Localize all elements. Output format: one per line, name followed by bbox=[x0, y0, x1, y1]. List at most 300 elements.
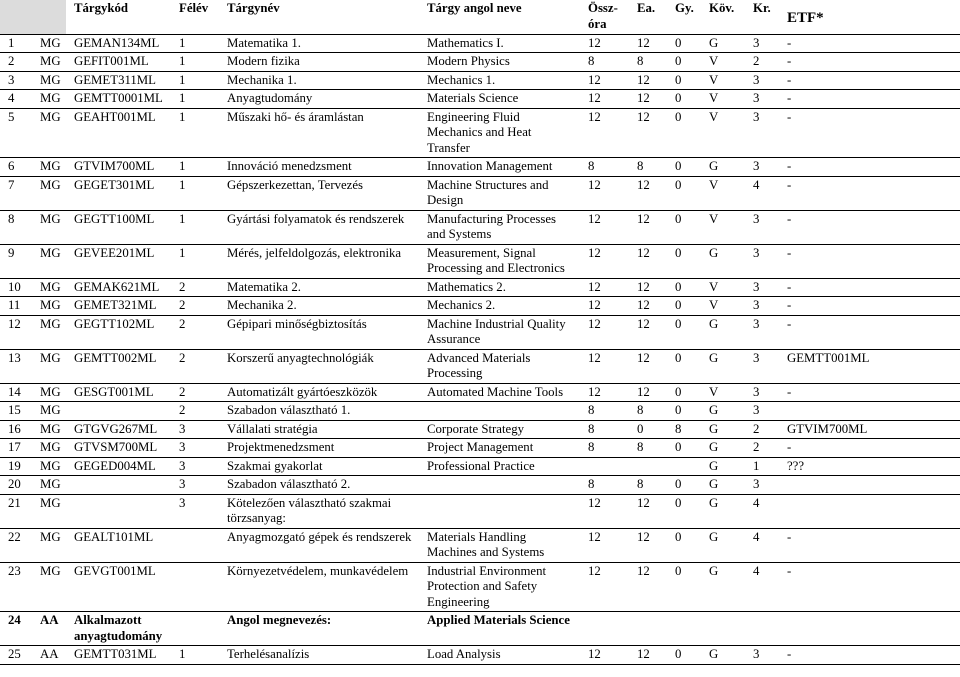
table-row bbox=[0, 210, 960, 244]
requirement: G bbox=[709, 440, 719, 454]
course-name-hu: Matematika 1. bbox=[227, 35, 301, 50]
total-hours: 8 bbox=[588, 159, 595, 173]
prerequisite: ??? bbox=[787, 458, 805, 473]
prerequisite: - bbox=[787, 279, 792, 294]
semester bbox=[171, 612, 219, 646]
lecture-hours: 12 bbox=[637, 316, 650, 331]
semester: 1 bbox=[179, 245, 186, 260]
total-hours: 12 bbox=[588, 384, 601, 399]
row-number: 17 bbox=[8, 440, 21, 454]
header-name-en: Tárgy angol neve bbox=[419, 0, 580, 34]
semester: 2 bbox=[179, 316, 186, 331]
lecture-hours: 8 bbox=[637, 440, 644, 454]
table-row bbox=[0, 158, 960, 177]
course-name-en: Measurement, Signal Processing and Electronics bbox=[427, 245, 565, 275]
course-name-hu: Mechanika 2. bbox=[227, 298, 297, 312]
course-code: GEVGT001ML bbox=[74, 563, 156, 578]
credits: 3 bbox=[753, 647, 760, 661]
course-code: GEMTT0001ML bbox=[74, 91, 163, 105]
practice-hours: 0 bbox=[675, 647, 682, 661]
practice-hours: 0 bbox=[675, 279, 682, 294]
lecture-hours: 12 bbox=[637, 384, 650, 399]
prefix: MG bbox=[40, 477, 61, 491]
prefix: MG bbox=[40, 109, 61, 124]
header-code: Tárgykód bbox=[66, 0, 171, 34]
prefix: MG bbox=[40, 72, 61, 87]
course-name-en: Project Management bbox=[427, 440, 534, 454]
course-name-hu: Automatizált gyártóeszközök bbox=[227, 384, 378, 399]
course-code: GEGET301ML bbox=[74, 177, 155, 192]
credits bbox=[745, 612, 779, 646]
prefix: MG bbox=[40, 403, 61, 417]
practice-hours: 0 bbox=[675, 54, 682, 68]
total-hours: 8 bbox=[588, 440, 595, 454]
practice-hours bbox=[667, 612, 701, 646]
total-hours: 8 bbox=[588, 54, 595, 68]
table-row bbox=[0, 457, 960, 476]
course-name-hu: Matematika 2. bbox=[227, 279, 301, 294]
lecture-hours: 8 bbox=[637, 403, 644, 417]
prerequisite: GEMTT001ML bbox=[787, 350, 870, 365]
credits: 1 bbox=[753, 458, 760, 473]
lecture-hours: 12 bbox=[637, 109, 650, 124]
prerequisite: - bbox=[787, 35, 792, 50]
practice-hours: 0 bbox=[675, 440, 682, 454]
requirement bbox=[701, 612, 745, 646]
lecture-hours: 12 bbox=[637, 245, 650, 260]
header-name-hu: Tárgynév bbox=[219, 0, 419, 34]
table-row bbox=[0, 90, 960, 109]
semester: 3 bbox=[179, 477, 186, 491]
course-code bbox=[66, 402, 171, 421]
credits: 2 bbox=[753, 421, 760, 436]
course-name-hu: Gépipari minőségbiztosítás bbox=[227, 316, 367, 331]
prerequisite: - bbox=[787, 316, 792, 331]
course-name-en: Manufacturing Processes and Systems bbox=[427, 211, 556, 241]
total-hours: 8 bbox=[588, 403, 595, 417]
prefix: MG bbox=[40, 245, 61, 260]
course-code: GTGVG267ML bbox=[74, 421, 158, 436]
prerequisite: - bbox=[787, 384, 792, 399]
requirement: V bbox=[709, 298, 719, 312]
course-code: GEGTT100ML bbox=[74, 211, 155, 226]
prefix: MG bbox=[40, 298, 61, 312]
lecture-hours bbox=[629, 612, 667, 646]
row-number: 2 bbox=[8, 54, 15, 68]
prefix: MG bbox=[40, 54, 61, 68]
course-name-hu: Terhelésanalízis bbox=[227, 647, 310, 661]
requirement: V bbox=[709, 211, 719, 226]
table-row bbox=[0, 349, 960, 383]
table-row bbox=[0, 53, 960, 72]
total-hours bbox=[580, 612, 629, 646]
prefix: MG bbox=[40, 563, 61, 578]
practice-hours: 0 bbox=[675, 316, 682, 331]
semester: 1 bbox=[179, 109, 186, 124]
credits: 4 bbox=[753, 177, 760, 192]
practice-hours: 8 bbox=[675, 421, 682, 436]
row-number: 6 bbox=[8, 159, 15, 173]
course-code: GEMAN134ML bbox=[74, 35, 160, 50]
practice-hours: 0 bbox=[675, 384, 682, 399]
credits: 4 bbox=[753, 495, 760, 510]
course-name-hu: Mérés, jelfeldolgozás, elektronika bbox=[227, 245, 402, 260]
requirement: V bbox=[709, 72, 719, 87]
requirement: G bbox=[709, 350, 719, 365]
course-name-en: Applied Materials Science bbox=[427, 613, 570, 627]
course-code: GEMET321ML bbox=[74, 298, 157, 312]
course-name-hu: Szabadon választható 1. bbox=[227, 403, 351, 417]
semester: 2 bbox=[179, 279, 186, 294]
total-hours: 12 bbox=[588, 350, 601, 365]
practice-hours: 0 bbox=[675, 245, 682, 260]
course-name-hu: Projektmenedzsment bbox=[227, 440, 335, 454]
course-name-hu: Korszerű anyagtechnológiák bbox=[227, 350, 374, 365]
course-name-en: Machine Structures and Design bbox=[427, 177, 549, 207]
prefix: MG bbox=[40, 316, 61, 331]
practice-hours: 0 bbox=[675, 298, 682, 312]
table-row bbox=[0, 108, 960, 158]
total-hours: 8 bbox=[588, 477, 595, 491]
prefix: MG bbox=[40, 35, 61, 50]
course-code: GEGED004ML bbox=[74, 458, 156, 473]
table-row bbox=[0, 244, 960, 278]
practice-hours: 0 bbox=[675, 563, 682, 578]
credits: 2 bbox=[753, 54, 760, 68]
row-number: 15 bbox=[8, 403, 21, 417]
practice-hours: 0 bbox=[675, 91, 682, 105]
prefix: MG bbox=[40, 91, 61, 105]
course-name-en: Professional Practice bbox=[427, 458, 535, 473]
prefix: MG bbox=[40, 421, 61, 436]
credits: 4 bbox=[753, 529, 760, 544]
prerequisite: - bbox=[787, 563, 792, 578]
total-hours: 8 bbox=[588, 421, 595, 436]
requirement: G bbox=[709, 245, 719, 260]
semester: 2 bbox=[179, 403, 186, 417]
prerequisite: - bbox=[787, 177, 792, 192]
prefix: MG bbox=[40, 279, 61, 294]
table-row bbox=[0, 297, 960, 316]
prefix: AA bbox=[40, 647, 59, 661]
course-code: GEVEE201ML bbox=[74, 245, 155, 260]
semester: 1 bbox=[179, 159, 186, 173]
credits: 3 bbox=[753, 109, 760, 124]
table-row bbox=[0, 494, 960, 528]
requirement: G bbox=[709, 529, 719, 544]
course-name-hu: Angol megnevezés: bbox=[227, 613, 332, 627]
prefix: MG bbox=[40, 350, 61, 365]
course-name-en bbox=[419, 476, 580, 495]
prefix: MG bbox=[40, 529, 61, 544]
course-name-en: Materials Science bbox=[427, 91, 519, 105]
table-row bbox=[0, 176, 960, 210]
total-hours: 12 bbox=[588, 35, 601, 50]
course-name-hu: Anyagmozgató gépek és rendszerek bbox=[227, 529, 412, 544]
requirement: V bbox=[709, 54, 719, 68]
credits: 3 bbox=[753, 384, 760, 399]
row-number: 16 bbox=[8, 421, 21, 436]
total-hours: 12 bbox=[588, 647, 601, 661]
course-code: GEAHT001ML bbox=[74, 109, 156, 124]
course-name-hu: Szakmai gyakorlat bbox=[227, 458, 323, 473]
semester: 1 bbox=[179, 54, 186, 68]
requirement: G bbox=[709, 316, 719, 331]
header-etf: ETF* bbox=[779, 0, 960, 34]
table-row bbox=[0, 562, 960, 612]
credits: 4 bbox=[753, 563, 760, 578]
requirement: V bbox=[709, 384, 719, 399]
row-number: 19 bbox=[8, 458, 21, 473]
practice-hours: 0 bbox=[675, 159, 682, 173]
prerequisite bbox=[779, 476, 960, 495]
table-row bbox=[0, 402, 960, 421]
lecture-hours: 12 bbox=[637, 529, 650, 544]
table-row bbox=[0, 383, 960, 402]
prefix: MG bbox=[40, 495, 61, 510]
lecture-hours: 12 bbox=[637, 35, 650, 50]
lecture-hours: 12 bbox=[637, 177, 650, 192]
requirement: V bbox=[709, 109, 719, 124]
course-name-en: Mathematics 2. bbox=[427, 279, 506, 294]
prerequisite: - bbox=[787, 298, 792, 312]
practice-hours bbox=[667, 457, 701, 476]
prefix: MG bbox=[40, 384, 61, 399]
requirement: V bbox=[709, 91, 719, 105]
lecture-hours: 12 bbox=[637, 211, 650, 226]
semester: 2 bbox=[179, 350, 186, 365]
row-number: 24 bbox=[8, 613, 21, 627]
course-name-hu: Szabadon választható 2. bbox=[227, 477, 351, 491]
row-number: 25 bbox=[8, 647, 21, 661]
credits: 2 bbox=[753, 440, 760, 454]
semester: 3 bbox=[179, 421, 186, 436]
header-semester: Félév bbox=[171, 0, 219, 34]
total-hours: 12 bbox=[588, 245, 601, 260]
prerequisite: - bbox=[787, 245, 792, 260]
table-row bbox=[0, 528, 960, 562]
table-row bbox=[0, 315, 960, 349]
prerequisite bbox=[779, 494, 960, 528]
table-row bbox=[0, 34, 960, 53]
table-row bbox=[0, 476, 960, 495]
requirement: G bbox=[709, 403, 719, 417]
requirement: G bbox=[709, 477, 719, 491]
requirement: G bbox=[709, 159, 719, 173]
row-number: 1 bbox=[8, 35, 15, 50]
total-hours: 12 bbox=[588, 177, 601, 192]
course-code: GEMET311ML bbox=[74, 72, 156, 87]
header-lecture: Ea. bbox=[629, 0, 667, 34]
row-number: 23 bbox=[8, 563, 21, 578]
prerequisite: - bbox=[787, 109, 792, 124]
practice-hours: 0 bbox=[675, 109, 682, 124]
row-number: 11 bbox=[8, 298, 21, 312]
table-body bbox=[0, 34, 960, 664]
semester: 2 bbox=[179, 298, 186, 312]
row-number: 22 bbox=[8, 529, 21, 544]
course-name-en: Engineering Fluid Mechanics and Heat Transfer bbox=[427, 109, 532, 155]
course-code bbox=[66, 476, 171, 495]
total-hours bbox=[580, 457, 629, 476]
course-name-en: Machine Industrial Quality Assurance bbox=[427, 316, 566, 346]
course-code: GEMTT031ML bbox=[74, 647, 157, 661]
total-hours: 12 bbox=[588, 72, 601, 87]
lecture-hours: 8 bbox=[637, 159, 644, 173]
prerequisite: - bbox=[787, 159, 792, 173]
course-code: Alkalmazott anyagtudomány bbox=[74, 613, 163, 643]
course-name-en: Corporate Strategy bbox=[427, 421, 525, 436]
course-code: GEMTT002ML bbox=[74, 350, 157, 365]
prerequisite: - bbox=[787, 72, 792, 87]
table-row bbox=[0, 439, 960, 458]
course-name-hu: Anyagtudomány bbox=[227, 91, 313, 105]
header-total-hours: Össz-óra bbox=[580, 0, 629, 34]
requirement: G bbox=[709, 421, 719, 436]
lecture-hours: 8 bbox=[637, 54, 644, 68]
row-number: 13 bbox=[8, 350, 21, 365]
course-name-hu: Vállalati stratégia bbox=[227, 421, 318, 436]
semester: 1 bbox=[179, 211, 186, 226]
course-code: GESGT001ML bbox=[74, 384, 154, 399]
course-name-en: Industrial Environment Protection and Safety Engineering bbox=[427, 563, 547, 609]
practice-hours: 0 bbox=[675, 403, 682, 417]
course-name-en: Materials Handling Machines and Systems bbox=[427, 529, 545, 559]
practice-hours: 0 bbox=[675, 211, 682, 226]
header-credit: Kr. bbox=[745, 0, 779, 34]
requirement: G bbox=[709, 495, 719, 510]
table-row bbox=[0, 420, 960, 439]
course-name-en: Mechanics 2. bbox=[427, 298, 496, 312]
course-name-hu: Kötelezően választható szakmai törzsanyag: bbox=[227, 495, 392, 525]
course-code: GEMAK621ML bbox=[74, 279, 160, 294]
lecture-hours: 8 bbox=[637, 477, 644, 491]
credits: 3 bbox=[753, 477, 760, 491]
row-number: 4 bbox=[8, 91, 15, 105]
row-number: 20 bbox=[8, 477, 21, 491]
prefix: AA bbox=[40, 613, 59, 627]
semester: 3 bbox=[179, 495, 186, 510]
course-name-hu: Környezetvédelem, munkavédelem bbox=[227, 563, 409, 578]
lecture-hours: 12 bbox=[637, 495, 650, 510]
course-name-hu: Gyártási folyamatok és rendszerek bbox=[227, 211, 405, 226]
semester: 1 bbox=[179, 91, 186, 105]
course-name-hu: Mechanika 1. bbox=[227, 72, 297, 87]
total-hours: 12 bbox=[588, 529, 601, 544]
practice-hours: 0 bbox=[675, 35, 682, 50]
lecture-hours: 12 bbox=[637, 279, 650, 294]
prefix: MG bbox=[40, 159, 61, 173]
semester: 1 bbox=[179, 72, 186, 87]
table-row bbox=[0, 71, 960, 90]
course-name-en: Automated Machine Tools bbox=[427, 384, 564, 399]
lecture-hours: 12 bbox=[637, 647, 650, 661]
total-hours: 12 bbox=[588, 563, 601, 578]
header-requirement: Köv. bbox=[701, 0, 745, 34]
semester bbox=[171, 562, 219, 612]
course-code: GEGTT102ML bbox=[74, 316, 155, 331]
row-number: 7 bbox=[8, 177, 15, 192]
credits: 3 bbox=[753, 72, 760, 87]
course-name-en bbox=[419, 494, 580, 528]
prerequisite: - bbox=[787, 54, 792, 68]
row-number: 12 bbox=[8, 316, 21, 331]
practice-hours: 0 bbox=[675, 350, 682, 365]
requirement: G bbox=[709, 563, 719, 578]
credits: 3 bbox=[753, 91, 760, 105]
lecture-hours bbox=[629, 457, 667, 476]
prefix: MG bbox=[40, 458, 61, 473]
semester: 3 bbox=[179, 458, 186, 473]
requirement: G bbox=[709, 647, 719, 661]
credits: 3 bbox=[753, 159, 760, 173]
credits: 3 bbox=[753, 279, 760, 294]
row-number: 3 bbox=[8, 72, 15, 87]
prerequisite bbox=[779, 612, 960, 646]
row-number: 8 bbox=[8, 211, 15, 226]
course-code: GTVSM700ML bbox=[74, 440, 158, 454]
total-hours: 12 bbox=[588, 211, 601, 226]
course-name-hu: Gépszerkezettan, Tervezés bbox=[227, 177, 363, 192]
total-hours: 12 bbox=[588, 279, 601, 294]
lecture-hours: 12 bbox=[637, 563, 650, 578]
header-practice: Gy. bbox=[667, 0, 701, 34]
semester: 2 bbox=[179, 384, 186, 399]
lecture-hours: 12 bbox=[637, 91, 650, 105]
course-code: GEALT101ML bbox=[74, 529, 154, 544]
prerequisite: - bbox=[787, 211, 792, 226]
requirement: G bbox=[709, 458, 719, 473]
course-code bbox=[66, 494, 171, 528]
total-hours: 12 bbox=[588, 316, 601, 331]
course-name-en: Mechanics 1. bbox=[427, 72, 496, 87]
course-code: GEFIT001ML bbox=[74, 54, 149, 68]
row-number: 5 bbox=[8, 109, 15, 124]
course-code: GTVIM700ML bbox=[74, 159, 155, 173]
total-hours: 12 bbox=[588, 495, 601, 510]
credits: 3 bbox=[753, 245, 760, 260]
total-hours: 12 bbox=[588, 109, 601, 124]
practice-hours: 0 bbox=[675, 72, 682, 87]
course-name-hu: Modern fizika bbox=[227, 54, 300, 68]
table-row bbox=[0, 646, 960, 665]
requirement: V bbox=[709, 279, 719, 294]
course-name-hu: Műszaki hő- és áramlástan bbox=[227, 109, 364, 124]
course-name-en: Innovation Management bbox=[427, 159, 553, 173]
course-name-hu: Innováció menedzsment bbox=[227, 159, 352, 173]
total-hours: 12 bbox=[588, 91, 601, 105]
row-number: 9 bbox=[8, 245, 15, 260]
prerequisite: - bbox=[787, 529, 792, 544]
credits: 3 bbox=[753, 35, 760, 50]
semester: 1 bbox=[179, 647, 186, 661]
prefix: MG bbox=[40, 211, 61, 226]
header-row bbox=[0, 0, 960, 34]
practice-hours: 0 bbox=[675, 477, 682, 491]
table-row bbox=[0, 278, 960, 297]
practice-hours: 0 bbox=[675, 529, 682, 544]
credits: 3 bbox=[753, 211, 760, 226]
practice-hours: 0 bbox=[675, 177, 682, 192]
credits: 3 bbox=[753, 316, 760, 331]
lecture-hours: 12 bbox=[637, 72, 650, 87]
semester: 3 bbox=[179, 440, 186, 454]
credits: 3 bbox=[753, 350, 760, 365]
prefix: MG bbox=[40, 177, 61, 192]
total-hours: 12 bbox=[588, 298, 601, 312]
prerequisite: - bbox=[787, 91, 792, 105]
semester: 1 bbox=[179, 35, 186, 50]
